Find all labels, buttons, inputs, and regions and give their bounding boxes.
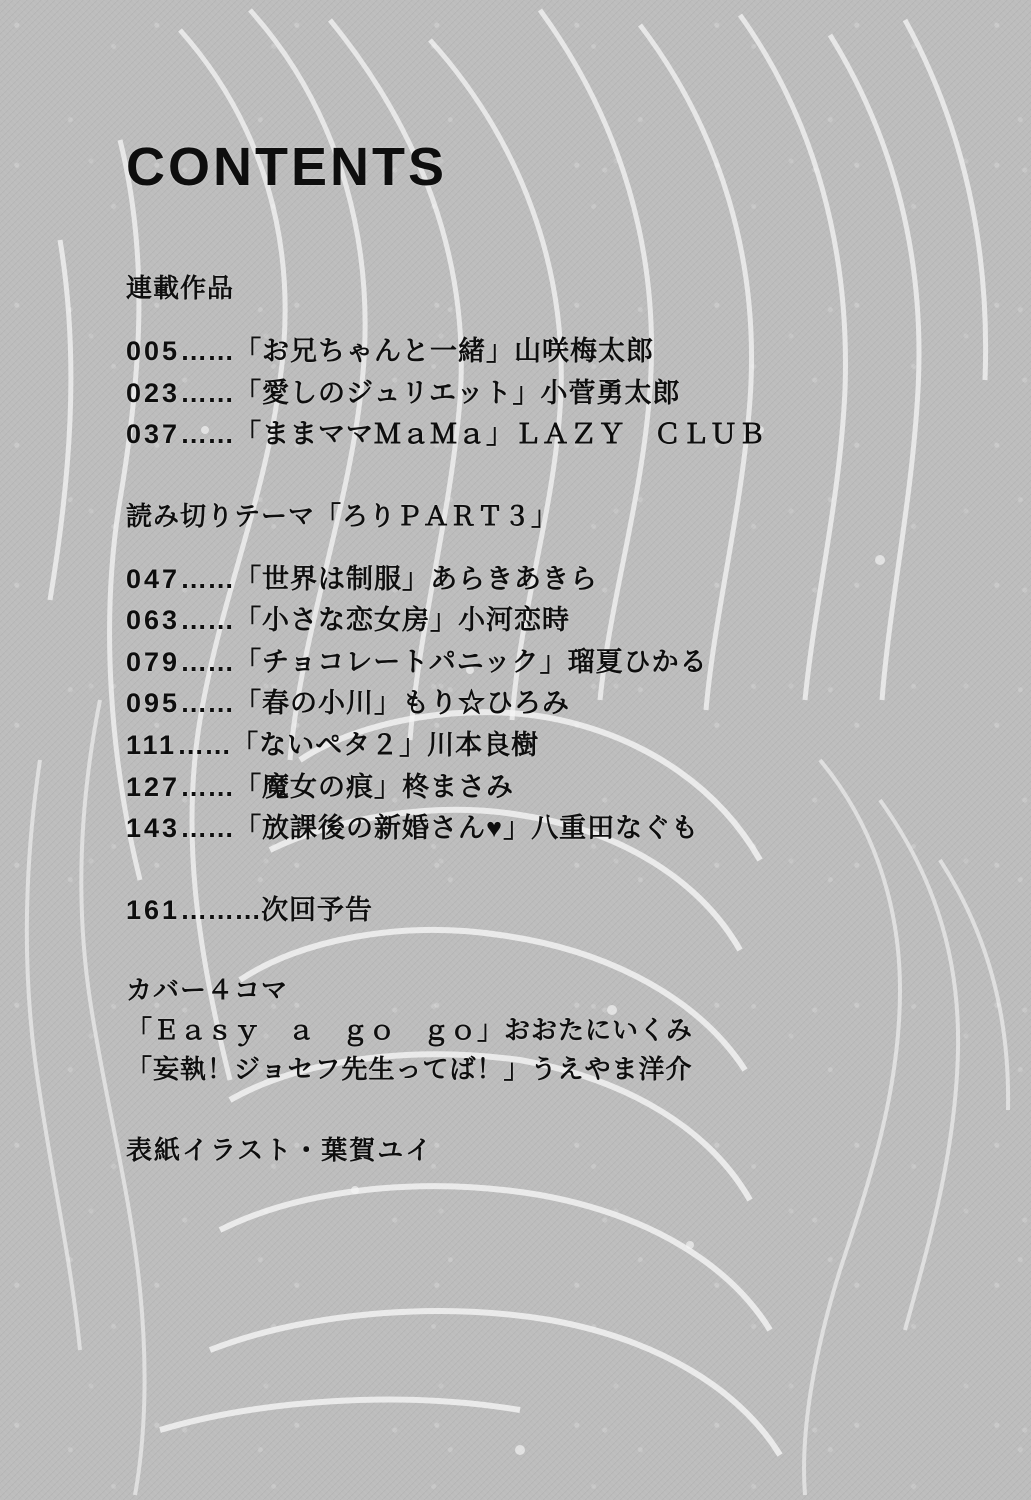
entry-dots: …… [180, 419, 235, 450]
spacer [118, 456, 1031, 496]
entry-page-number: 095 [126, 688, 181, 719]
entry-title: 次回予告 [261, 894, 374, 925]
entry-author: 小菅勇太郎 [540, 377, 681, 408]
entry-title: 「春の小川」 [234, 688, 403, 719]
toc-entry[interactable] [126, 683, 1031, 725]
entry-author: おおたにいくみ [504, 1014, 694, 1045]
toc-entry[interactable] [126, 725, 1031, 767]
entry-title: 「ままママＭａＭａ」 [234, 419, 515, 450]
toc-entry[interactable] [126, 414, 1031, 456]
entry-author: もり☆ひろみ [402, 688, 571, 719]
cover-4koma-heading: カバー４コマ [126, 975, 289, 1006]
toc-entry[interactable] [126, 559, 1031, 601]
entry-page-number: 143 [126, 813, 181, 844]
entry-author: 柊まさみ [402, 771, 515, 802]
entry-title: 「ないペタ２」 [231, 730, 428, 761]
entry-page-number: 023 [126, 377, 181, 408]
toc-entry[interactable] [126, 642, 1031, 684]
entry-page-number: 111 [126, 730, 178, 761]
entry-dots: …… [180, 336, 235, 366]
entry-dots: …… [180, 813, 235, 844]
spacer [118, 931, 1031, 971]
cover-4koma-line[interactable] [126, 1011, 1031, 1051]
toc-entry[interactable] [126, 600, 1031, 642]
entry-page-number: 037 [126, 419, 181, 450]
section-serialized [118, 268, 1031, 456]
section-cover-4koma [118, 971, 1031, 1090]
entry-title: 「愛しのジュリエット」 [234, 377, 541, 408]
toc-entry[interactable] [126, 808, 1031, 850]
spacer [118, 850, 1031, 890]
entry-page-number: 047 [126, 563, 181, 594]
cover-4koma-line[interactable] [126, 1050, 1031, 1090]
entry-author: 瑠夏ひかる [567, 646, 708, 677]
entry-page-number: 161 [126, 894, 181, 925]
entry-dots: ……… [180, 894, 262, 925]
page-title: CONTENTS [126, 137, 447, 197]
toc-entry[interactable] [126, 373, 1031, 415]
section-heading: 読み切りテーマ「ろりＰＡＲＴ３」 [126, 500, 559, 531]
entry-dots: …… [180, 563, 235, 594]
entry-title: 「お兄ちゃんと一緒」 [234, 336, 515, 366]
entry-page-number: 127 [126, 771, 181, 802]
entry-title: 「Ｅａｓｙ ａ ｇｏ ｇｏ」 [126, 1014, 505, 1045]
entry-author: 川本良樹 [427, 730, 540, 761]
cover-illustration-credit: 表紙イラスト・葉賀ユイ [126, 1134, 434, 1165]
entry-dots: …… [180, 605, 235, 636]
toc-entry[interactable] [126, 331, 1031, 373]
entry-title: 「小さな恋女房」 [234, 605, 459, 636]
entry-page-number: 063 [126, 605, 181, 636]
entry-dots: …… [180, 688, 235, 719]
entry-title: 「魔女の痕」 [234, 771, 403, 802]
toc-entry-preview[interactable] [126, 890, 1031, 932]
entry-title: 「チョコレートパニック」 [234, 646, 568, 677]
entry-author: ＬＡＺＹ ＣＬＵＢ [514, 419, 767, 450]
entry-title: 「放課後の新婚さん♥」 [234, 813, 532, 844]
section-heading: 連載作品 [126, 273, 235, 303]
entry-title: 「妄執！ジョセフ先生ってば！」 [126, 1054, 531, 1085]
entry-page-number: 079 [126, 646, 181, 677]
entry-author: 山咲梅太郎 [514, 336, 655, 366]
entry-dots: …… [180, 377, 235, 408]
entry-author: 小河恋時 [458, 605, 571, 636]
toc-entry[interactable] [126, 767, 1031, 809]
entry-author: 八重田なぐも [531, 813, 700, 844]
entry-dots: …… [180, 646, 235, 677]
section-oneshot [118, 496, 1031, 850]
entry-page-number: 005 [126, 336, 181, 366]
entry-dots: …… [180, 771, 235, 802]
entry-author: あらきあきら [430, 563, 599, 594]
spacer [118, 1090, 1031, 1130]
entry-author: うえやま洋介 [530, 1054, 693, 1085]
entry-title: 「世界は制服」 [234, 563, 431, 594]
entry-dots: …… [177, 730, 232, 761]
